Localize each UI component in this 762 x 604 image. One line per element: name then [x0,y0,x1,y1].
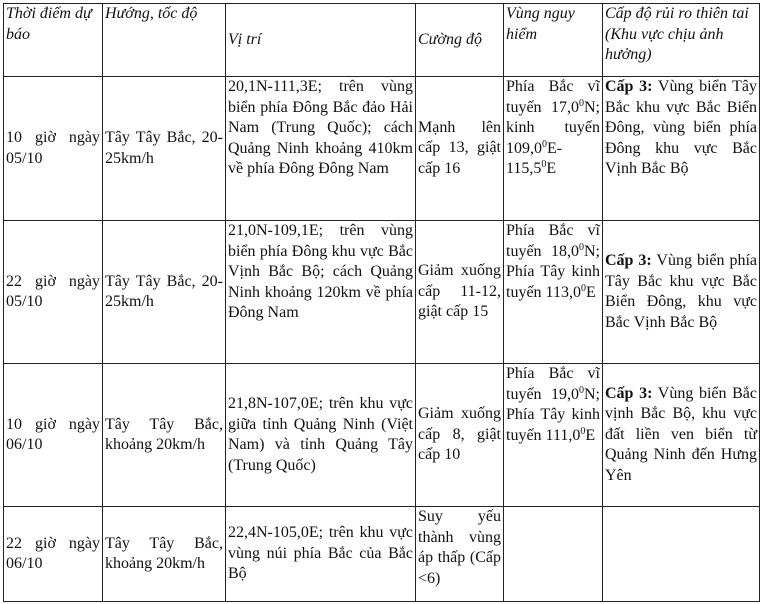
storm-forecast-table [3,3,760,602]
cell-danger-zone [504,364,603,507]
cell-danger-zone [504,77,603,221]
cell-danger-zone [504,507,603,602]
zone-text-c: E [585,426,596,444]
cell-risk [603,221,760,364]
risk-area: Vùng biển phía Tây Bắc khu vực Bắc Biển Đông, khu vực Bắc Vịnh Bắc Bộ [605,252,758,331]
zone-text-b: N; kinh tuyến 109,0 [506,98,600,157]
cell-position: 21,8N-107,0E; trên khu vực giữa tỉnh Quảng Ninh (Việt Nam) và tỉnh Quảng Tây (Trung Quốc) [226,364,416,507]
header-position: Vị trí [226,4,416,77]
degree-mark: 0 [579,97,584,109]
degree-mark: 0 [580,282,586,294]
header-time: Thời điểm dự báo [4,4,103,77]
zone-text-b: N; Phía Tây kinh tuyến 111,0 [506,385,600,444]
cell-intensity: Mạnh lên cấp 13, giật cấp 16 [416,77,504,221]
zone-text-a: Phía Bắc vĩ tuyến 19,0 [506,365,600,403]
cell-intensity: Giảm xuống cấp 8, giật cấp 10 [416,364,504,507]
degree-mark: 0 [541,159,547,170]
cell-time: 22 giờ ngày 05/10 [4,221,103,364]
risk-level: Cấp 3: [605,252,652,269]
table-row [4,364,760,507]
zone-text-a: Phía Bắc vĩ tuyến 18,0 [506,222,600,260]
header-direction: Hướng, tốc độ [103,4,226,77]
cell-position: 20,1N-111,3E; trên vùng biển phía Đông Bắc đảo Hải Nam (Trung Quốc); cách Quảng Ninh khoảng 410km về phía Đông Đông Nam [226,77,416,221]
cell-risk [603,77,760,221]
risk-area: Vùng biển Bắc vịnh Bắc Bộ, khu vực đất liền ven biển từ Quảng Ninh đến Hưng Yên [605,384,758,484]
zone-text-a: Phía Bắc vĩ tuyến 17,0 [506,78,600,116]
header-risk: Cấp độ rủi ro thiên tai (Khu vực chịu ảnh hưởng) [603,4,760,77]
cell-direction: Tây Tây Bắc, 20-25km/h [103,77,226,221]
degree-mark: 0 [579,241,584,253]
cell-risk [603,364,760,507]
zone-text-b: N; Phía Tây kinh tuyến 113,0 [506,242,600,301]
cell-position: 22,4N-105,0E; trên khu vực vùng núi phía Bắc của Bắc Bộ [226,507,416,602]
zone-text-c: E [585,283,596,301]
degree-mark: 0 [579,384,584,396]
cell-direction: Tây Tây Bắc, khoảng 20km/h [103,507,226,602]
cell-time: 10 giờ ngày 05/10 [4,77,103,221]
cell-time: 10 giờ ngày 06/10 [4,364,103,507]
header-danger-zone: Vùng nguy hiểm [504,4,603,77]
zone-text-d: E [546,160,557,177]
cell-danger-zone [504,221,603,364]
header-intensity: Cường độ [416,4,504,77]
cell-intensity: Suy yếu thành vùng áp thấp (Cấp <6) [416,507,504,602]
risk-area: Vùng biển Tây Bắc khu vực Bắc Biển Đông, vùng biển phía Đông khu vực Bắc Vịnh Bắc Bộ [605,78,757,177]
zone-text-c: E-115,5 [506,139,563,177]
risk-level: Cấp 3: [605,384,653,402]
table-row [4,221,760,364]
cell-risk [603,507,760,602]
cell-position: 21,0N-109,1E; trên vùng biển phía Đông khu vực Bắc Vịnh Bắc Bộ; cách Quảng Ninh khoảng 120km về phía Đông Nam [226,221,416,364]
cell-time: 22 giờ ngày 06/10 [4,507,103,602]
table-row [4,77,760,221]
degree-mark: 0 [542,138,547,150]
header-row [4,4,760,77]
cell-direction: Tây Tây Bắc, 20-25km/h [103,221,226,364]
table-row [4,507,760,602]
degree-mark: 0 [580,425,586,437]
risk-level: Cấp 3: [605,78,653,95]
cell-intensity: Giảm xuống cấp 11-12, giật cấp 15 [416,221,504,364]
cell-direction: Tây Tây Bắc, khoảng 20km/h [103,364,226,507]
